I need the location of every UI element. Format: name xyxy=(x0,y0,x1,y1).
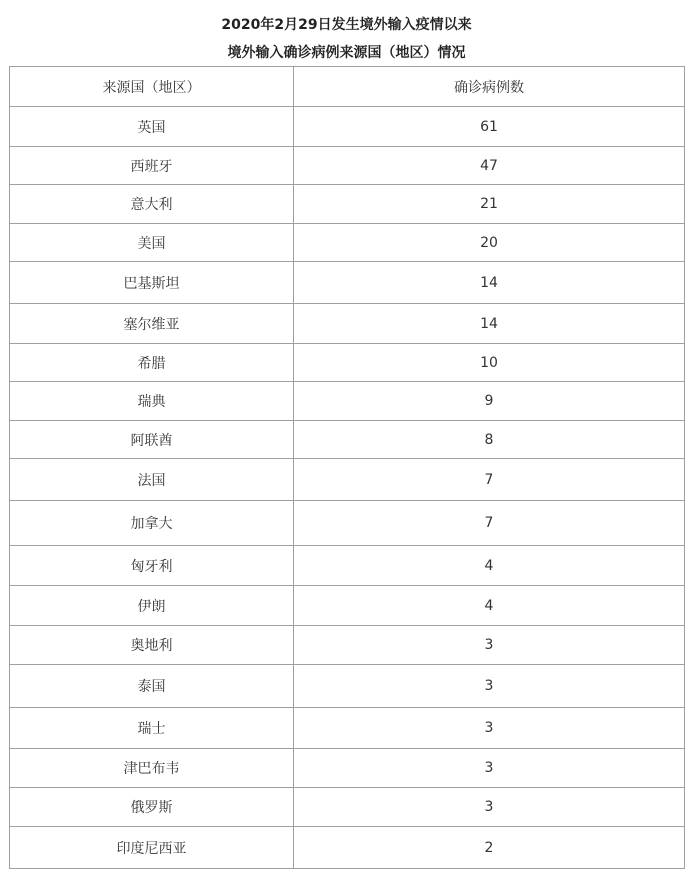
table-row xyxy=(10,185,685,224)
cases-cell: 20 xyxy=(294,224,685,262)
table-row xyxy=(10,586,685,626)
table-row xyxy=(10,708,685,749)
country-cell: 瑞士 xyxy=(10,708,294,749)
table-row xyxy=(10,107,685,147)
cases-cell: 9 xyxy=(294,382,685,421)
cases-cell: 3 xyxy=(294,788,685,827)
table-row xyxy=(10,344,685,382)
cases-cell: 3 xyxy=(294,626,685,665)
country-cell: 印度尼西亚 xyxy=(10,827,294,869)
cases-cell: 3 xyxy=(294,708,685,749)
country-cell: 加拿大 xyxy=(10,501,294,546)
cases-cell: 21 xyxy=(294,185,685,224)
table-row xyxy=(10,827,685,869)
country-cell: 俄罗斯 xyxy=(10,788,294,827)
table-header-row xyxy=(10,67,685,107)
country-cell: 美国 xyxy=(10,224,294,262)
import-cases-table xyxy=(9,66,685,869)
country-cell: 意大利 xyxy=(10,185,294,224)
table-row xyxy=(10,421,685,459)
country-cell: 瑞典 xyxy=(10,382,294,421)
title-line-1: 2020年2月29日发生境外输入疫情以来 xyxy=(221,17,472,33)
table-row xyxy=(10,665,685,708)
country-cell: 希腊 xyxy=(10,344,294,382)
table-row xyxy=(10,224,685,262)
header-cases: 确诊病例数 xyxy=(294,67,685,107)
cases-cell: 61 xyxy=(294,107,685,147)
table-row xyxy=(10,459,685,501)
cases-cell: 4 xyxy=(294,586,685,626)
country-cell: 阿联酋 xyxy=(10,421,294,459)
country-cell: 英国 xyxy=(10,107,294,147)
table-row xyxy=(10,147,685,185)
country-cell: 伊朗 xyxy=(10,586,294,626)
cases-cell: 4 xyxy=(294,546,685,586)
table-row xyxy=(10,382,685,421)
country-cell: 奥地利 xyxy=(10,626,294,665)
cases-cell: 14 xyxy=(294,262,685,304)
table-row xyxy=(10,262,685,304)
country-cell: 匈牙利 xyxy=(10,546,294,586)
cases-cell: 3 xyxy=(294,749,685,788)
table-row xyxy=(10,546,685,586)
table-row xyxy=(10,626,685,665)
country-cell: 法国 xyxy=(10,459,294,501)
header-country: 来源国（地区） xyxy=(10,67,294,107)
cases-cell: 47 xyxy=(294,147,685,185)
table-row xyxy=(10,304,685,344)
table-row xyxy=(10,749,685,788)
country-cell: 泰国 xyxy=(10,665,294,708)
country-cell: 津巴布韦 xyxy=(10,749,294,788)
cases-cell: 3 xyxy=(294,665,685,708)
cases-cell: 8 xyxy=(294,421,685,459)
country-cell: 巴基斯坦 xyxy=(10,262,294,304)
cases-cell: 7 xyxy=(294,459,685,501)
cases-cell: 7 xyxy=(294,501,685,546)
country-cell: 西班牙 xyxy=(10,147,294,185)
table-row xyxy=(10,788,685,827)
title-line-2: 境外输入确诊病例来源国（地区）情况 xyxy=(227,45,466,61)
cases-cell: 14 xyxy=(294,304,685,344)
cases-cell: 10 xyxy=(294,344,685,382)
table-row xyxy=(10,501,685,546)
cases-cell: 2 xyxy=(294,827,685,869)
country-cell: 塞尔维亚 xyxy=(10,304,294,344)
